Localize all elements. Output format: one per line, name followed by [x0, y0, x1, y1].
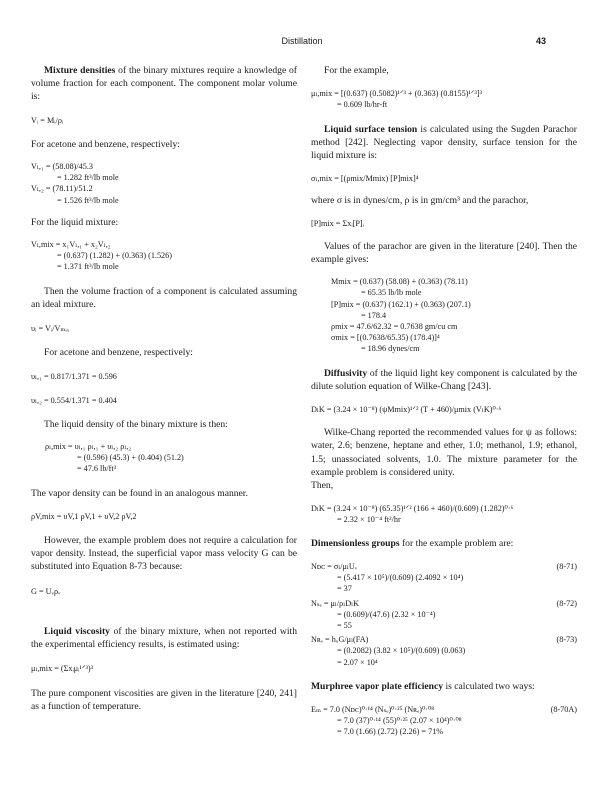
paragraph-where-sigma: where σ is in dynes/cm, ρ is in gm/cm³ and the parachor, [311, 195, 529, 207]
paragraph-parachor-values: Values of the parachor are given in the literature [240]. Then the example gives: [311, 240, 577, 266]
equation-line: = 1.371 ft³/lb mole [57, 262, 119, 272]
right-column [311, 64, 577, 738]
paragraph-liquid-mixture: For the liquid mixture: [31, 216, 119, 228]
page-header [0, 36, 604, 50]
paragraph-for-example: For the example, [324, 65, 389, 76]
paragraph-wilke-chang-values: Wilke-Chang reported the recommended values for ψ as follows: water, 2.6; benzene, heptane and ether, 1.0; methanol, 1.9; ethanol, 1.5; unassociated solvents, 1.0. The mixture parameter for the example problem is considered unity. [311, 427, 577, 478]
equation-line: = 2.32 × 10⁻⁴ ft²/hr [337, 515, 401, 525]
paragraph-then: Then, [311, 480, 334, 492]
paragraph-text: is calculated using the Sugden Parachor method [242]. Neglecting vapor density, surface tension for the liquid mixture is: [311, 123, 577, 162]
equation-dimensionless-groups [311, 561, 577, 668]
equation-line: ρₗ,mix = υₗ,₁ ρₗ,₁ + υₗ,₂ ρₗ,₂ [45, 442, 132, 452]
term-murphree-efficiency: Murphree vapor plate efficiency [311, 680, 444, 692]
equation-line: = (0.2082) (3.82 × 10⁵)/(0.609) (0.063) [337, 646, 466, 656]
equation-mixture-volume [31, 239, 297, 273]
paragraph-pure-viscosities: The pure component viscosities are given in the literature [240, 241] as a function of temperature. [31, 687, 297, 712]
paragraph-liquid-density: The liquid density of the binary mixture is then: [44, 418, 228, 430]
paragraph-murphree [311, 680, 577, 693]
equation-fraction-2: υₗ,₂ = 0.554/1.371 = 0.404 [31, 395, 117, 405]
equation-line: = 37 [337, 584, 352, 594]
equation-line: = 1.282 ft³/lb mole [57, 173, 119, 183]
equation-line: ρmix = 47.6/62.32 = 0.7638 gm/cu cm [331, 322, 458, 332]
equation-line: Mmix = (0.637) (58.08) + (0.363) (78.11) [331, 277, 468, 287]
paragraph-acetone-benzene-1: For acetone and benzene, respectively: [31, 138, 180, 150]
equation-line: μₗ,mix = [(0.637) (0.5082)¹ᐟ³ + (0.363) (0.8155)¹ᐟ³]³ [311, 89, 483, 99]
term-liquid-viscosity: Liquid viscosity [44, 625, 110, 637]
equation-line: = 178.4 [361, 310, 387, 320]
equation-line: = 7.0 (1.66) (2.72) (2.26) = 71% [337, 727, 444, 737]
paragraph-liquid-viscosity [31, 625, 297, 651]
term-diffusivity: Diffusivity [324, 367, 368, 379]
paragraph-acetone-benzene-2: For acetone and benzene, respectively: [44, 347, 193, 359]
paragraph-text: is calculated two ways: [443, 680, 535, 692]
equation-line: σmix = [(0.7638/65.35) (178.4)]⁴ [331, 333, 440, 343]
equation-surface-tension: σₗ,mix = [(ρmix/Mmix) [P]mix]⁴ [311, 174, 419, 184]
equation-molar-volume: Vᵢ = Mᵢ/ρᵢ [31, 115, 64, 125]
equation-mass-velocity: G = Uᵥρᵥ [31, 586, 61, 596]
equation-line: Vₗ,₂ = (78.11)/51.2 [31, 184, 93, 194]
equation-row [311, 634, 577, 645]
equation-line: Nₛₑ = μₗ/ρₗDₗK [311, 598, 360, 608]
equation-liquid-density [31, 441, 297, 475]
running-title: Distillation [281, 36, 323, 46]
paragraph-diffusivity [311, 367, 577, 393]
equation-line: = 47.6 lb/ft³ [77, 464, 117, 474]
equation-line: = 1.526 ft³/lb mole [57, 195, 119, 205]
equation-row [311, 598, 577, 609]
paragraph-text: of the binary mixture, when not reported with the experimental efficiency results, is estimated using: [31, 625, 297, 651]
paragraph-vapor-density: The vapor density can be found in an analogous manner. [31, 487, 248, 499]
equation-row [311, 561, 577, 572]
equation-line: Nᴅᴄ = σₗ/μₗUᵥ [311, 561, 358, 571]
paragraph-text: of the liquid light key component is calculated by the dilute solution equation of Wilke-Chang [243]. [311, 367, 577, 392]
equation-number: (8-71) [556, 561, 577, 571]
equation-line: Eₘ = 7.0 (Nᴅᴄ)⁰·¹⁴ (Nₛₑ)⁰·²⁵ (Nʀₑ)⁰·⁰⁸ [311, 704, 435, 714]
paragraph-surface-tension [311, 123, 577, 163]
left-column [31, 64, 297, 713]
term-mixture-densities: Mixture densities [44, 65, 116, 76]
equation-line: = (0.637) (1.282) + (0.363) (1.526) [57, 251, 172, 261]
equation-viscosity-example [311, 88, 577, 110]
equation-line: [P]mix = (0.637) (162.1) + (0.363) (207.1) [331, 299, 471, 309]
term-surface-tension: Liquid surface tension [324, 123, 418, 135]
equation-line: DₗK = (3.24 × 10⁻⁸) (65.35)¹ᐟ² (166 + 460)/(0.609) (1.282)⁰·⁶ [311, 504, 514, 514]
paragraph-text: of the binary mixtures require a knowledge of volume fraction for each component. The component molar volume is: [31, 65, 297, 103]
equation-wilke-chang: DₗK = (3.24 × 10⁻⁸) (ψMmix)¹ᐟ² (T + 460)/μmix (VₗK)⁰·⁶ [311, 405, 502, 415]
equation-fraction-1: υₗ,₁ = 0.817/1.371 = 0.596 [31, 372, 117, 382]
term-dimensionless-groups: Dimensionless groups [311, 537, 400, 549]
equation-line: Nʀₑ = hᵤG/μₗ(FA) [311, 635, 369, 645]
equation-number: (8-72) [556, 598, 577, 608]
equation-number: (8-70A) [550, 704, 577, 714]
equation-line: = 18.96 dynes/cm [361, 344, 420, 354]
equation-line: = 65.35 lb/lb mole [361, 288, 422, 298]
equation-line: = (0.596) (45.3) + (0.404) (51.2) [77, 453, 184, 463]
equation-line: = 7.0 (37)⁰·¹⁴ (55)⁰·²⁵ (2.07 × 10⁴)⁰·⁰⁸ [337, 716, 462, 726]
equation-parachor: [P]mix = Σxᵢ[P]ᵢ [311, 218, 364, 228]
equation-number: (8-73) [556, 635, 577, 645]
paragraph-mixture-densities [31, 64, 297, 104]
equation-volume-fraction: υᵢ = Vᵢ/Vₘᵢₓ [31, 324, 70, 334]
equation-line: = 0.609 lb/hr-ft [337, 100, 388, 110]
paragraph-superficial-velocity: However, the example problem does not require a calculation for vapor density. Instead, the superficial vapor mass velocity G can be substituted into Equation 8-73 because: [31, 535, 297, 573]
equation-line: = 2.07 × 10⁴ [337, 657, 378, 667]
equation-row [311, 704, 577, 715]
equation-line: = 55 [337, 620, 352, 630]
paragraph-volume-fraction: Then the volume fraction of a component is calculated assuming an ideal mixture. [31, 285, 297, 310]
equation-murphree [311, 704, 577, 738]
equation-line: Vₗ,mix = x₁Vₗ,₁ + x₂Vₗ,₂ [31, 240, 111, 250]
equation-line: Vₗ,₁ = (58.08)/45.3 [31, 162, 93, 172]
paragraph-dimensionless [311, 537, 577, 550]
paragraph-text: for the example problem are: [399, 537, 514, 549]
equation-component-volumes [31, 161, 297, 206]
equation-vapor-density: ρV,mix = υV,1 ρV,1 + υV,2 ρV,2 [31, 511, 137, 521]
page-number: 43 [535, 36, 546, 46]
equation-line: = (0.609)/(47.6) (2.32 × 10⁻⁴) [337, 609, 436, 619]
equation-line: = (5.417 × 10⁵)/(0.609) (2.4092 × 10⁴) [337, 573, 464, 583]
equation-diffusivity-example [311, 503, 577, 525]
equation-viscosity: μₗ,mix = (Σxᵢμᵢ¹ᐟ³)³ [31, 664, 94, 674]
equation-example-values [311, 276, 577, 354]
